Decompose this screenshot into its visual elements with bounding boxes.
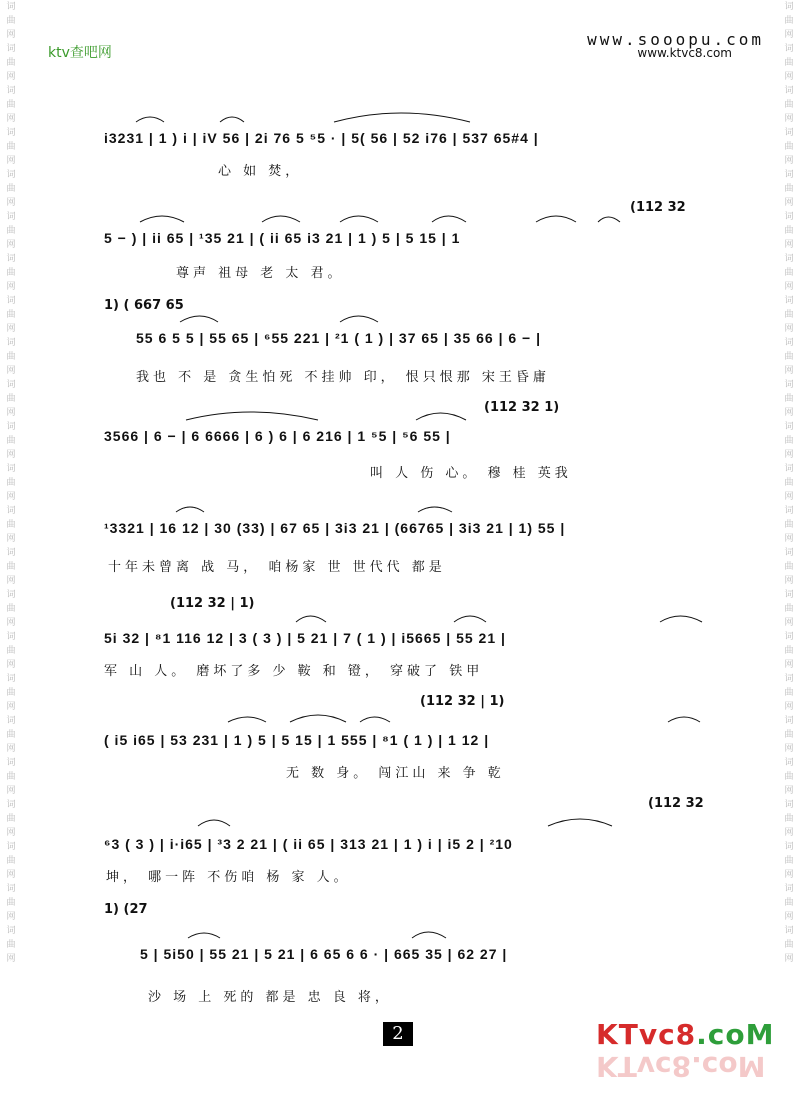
watermark-char: 曲 [784,16,794,26]
watermark-char: 词 [6,128,16,138]
watermark-char: 词 [6,716,16,726]
watermark-char: 网 [6,324,16,334]
watermark-char: 词 [6,632,16,642]
watermark-char: 曲 [6,520,16,530]
lyrics-row: 十年未曾离 战 马， 咱杨家 世 世代代 都是 [108,560,446,575]
watermark-char: 曲 [6,184,16,194]
watermark-char: 词 [784,674,794,684]
watermark-char: 网 [6,492,16,502]
watermark-char: 网 [784,30,794,40]
watermark-char: 曲 [6,436,16,446]
lyrics-row: 尊声 祖母 老 太 君。 [176,266,345,281]
site-url[interactable]: www.sooopu.com [587,30,764,49]
page-number: 2 [383,1022,413,1046]
notation-row: 5 | 5i50 | 55 21 | 5 21 | 6 65 6 6 · | 665 35 | 62 27 | [140,946,508,962]
watermark-char: 网 [6,240,16,250]
watermark-char: 网 [784,366,794,376]
watermark-char: 网 [6,954,16,964]
watermark-char: 词 [6,506,16,516]
watermark-char: 网 [784,618,794,628]
watermark-char: 网 [6,828,16,838]
watermark-char: 词 [784,296,794,306]
watermark-char: 网 [784,282,794,292]
watermark-char: 曲 [784,352,794,362]
watermark-char: 曲 [784,142,794,152]
watermark-char: 网 [6,282,16,292]
watermark-char: 网 [784,870,794,880]
watermark-char: 词 [6,422,16,432]
watermark-char: 曲 [784,394,794,404]
watermark-char: 词 [784,86,794,96]
watermark-char: 曲 [6,142,16,152]
watermark-char: 网 [784,786,794,796]
watermark-char: 网 [784,576,794,586]
line-pre-annotation: (112 32 | 1) [420,694,505,709]
line-pre-annotation: (112 32 1) [484,400,560,415]
watermark-char: 曲 [784,604,794,614]
notation-row: ⁶3 ( 3 ) | i·i65 | ³3 2 21 | ( ii 65 | 313 21 | 1 ) i | i5 2 | ²10 [104,836,513,852]
left-watermark-column [2,0,20,1110]
watermark-char: 词 [784,254,794,264]
watermark-char: 词 [784,380,794,390]
notation-row: 55 6 5 5 | 55 65 | ⁶55 221 | ²1 ( 1 ) | 37 65 | 35 66 | 6 − | [136,330,542,346]
watermark-char: 词 [784,506,794,516]
watermark-char: 曲 [6,478,16,488]
watermark-char: 曲 [6,814,16,824]
watermark-char: 曲 [6,646,16,656]
watermark-char: 网 [784,954,794,964]
watermark-char: 词 [6,800,16,810]
watermark-char: 曲 [784,562,794,572]
watermark-char: 曲 [784,268,794,278]
watermark-char: 曲 [784,772,794,782]
watermark-char: 曲 [784,646,794,656]
notation-row: 5i 32 | ⁸1 116 12 | 3 ( 3 ) | 5 21 | 7 ( 1 ) | i5665 | 55 21 | [104,630,506,646]
watermark-char: 词 [784,548,794,558]
watermark-char: 词 [6,86,16,96]
line-pre-annotation: 1) ( 667 65 [104,298,184,313]
line-pre-annotation: (112 32 | 1) [170,596,255,611]
watermark-char: 曲 [784,58,794,68]
watermark-char: 词 [6,44,16,54]
watermark-char: 词 [784,422,794,432]
watermark-char: 词 [6,464,16,474]
watermark-char: 网 [784,156,794,166]
watermark-char: 曲 [6,940,16,950]
watermark-char: 网 [6,870,16,880]
watermark-char: 词 [784,590,794,600]
notation-row: 5 − ) | ii 65 | ¹35 21 | ( ii 65 i3 21 | 1 ) 5 | 5 15 | 1 [104,230,461,246]
watermark-char: 曲 [6,730,16,740]
watermark-char: 曲 [6,352,16,362]
watermark-char: 曲 [784,226,794,236]
watermark-char: 网 [784,450,794,460]
watermark-char: 曲 [6,226,16,236]
watermark-char: 曲 [784,814,794,824]
watermark-char: 网 [6,534,16,544]
watermark-char: 网 [784,492,794,502]
watermark-char: 词 [6,254,16,264]
watermark-char: 网 [784,702,794,712]
watermark-char: 网 [784,408,794,418]
watermark-char: 曲 [784,184,794,194]
watermark-char: 词 [6,758,16,768]
lyrics-row: 无 数 身。 闯江山 来 争 乾 [286,766,505,781]
watermark-char: 网 [6,912,16,922]
watermark-char: 网 [6,618,16,628]
watermark-char: 曲 [6,58,16,68]
watermark-char: 曲 [6,16,16,26]
watermark-char: 曲 [784,856,794,866]
watermark-char: 词 [6,380,16,390]
line-pre-annotation: (112 32 [630,200,686,215]
watermark-char: 词 [6,674,16,684]
lyrics-row: 坤， 哪一阵 不伤咱 杨 家 人。 [106,870,351,885]
watermark-char: 网 [6,660,16,670]
watermark-char: 词 [6,170,16,180]
watermark-char: 词 [6,884,16,894]
watermark-char: 词 [784,2,794,12]
watermark-char: 网 [6,576,16,586]
watermark-char: 网 [784,912,794,922]
watermark-char: 曲 [784,520,794,530]
watermark-char: 网 [6,408,16,418]
watermark-char: 网 [784,198,794,208]
watermark-char: 词 [784,44,794,54]
lyrics-row: 我也 不 是 贪生怕死 不挂帅 印， 恨只恨那 宋王昏庸 [136,370,550,385]
watermark-char: 词 [784,716,794,726]
watermark-char: 网 [6,786,16,796]
watermark-char: 网 [6,156,16,166]
watermark-char: 词 [784,464,794,474]
watermark-char: 词 [6,212,16,222]
lyrics-row: 心 如 焚， [218,164,303,179]
lyrics-row: 沙 场 上 死的 都是 忠 良 将， [148,990,392,1005]
watermark-char: 曲 [784,310,794,320]
watermark-char: 曲 [6,310,16,320]
watermark-char: 网 [6,450,16,460]
watermark-char: 网 [784,660,794,670]
watermark-char: 网 [784,114,794,124]
watermark-char: 词 [6,548,16,558]
watermark-char: 曲 [784,436,794,446]
watermark-char: 曲 [784,940,794,950]
watermark-char: 词 [6,590,16,600]
watermark-char: 词 [6,2,16,12]
watermark-char: 词 [6,296,16,306]
watermark-char: 曲 [6,394,16,404]
watermark-char: 词 [6,926,16,936]
lyrics-row: 叫 人 伤 心。 穆 桂 英我 [370,466,572,481]
notation-row: 3566 | 6 − | 6 6666 | 6 ) 6 | 6 216 | 1 ⁵5 | ⁵6 55 | [104,428,451,444]
watermark-char: 网 [784,240,794,250]
site-brand[interactable]: ktv查吧网 [48,45,112,61]
watermark-char: 网 [784,324,794,334]
watermark-char: 网 [784,534,794,544]
watermark-char: 词 [784,800,794,810]
right-watermark-column [780,0,798,1110]
watermark-char: 词 [784,128,794,138]
watermark-char: 曲 [784,688,794,698]
notation-row: ¹3321 | 16 12 | 30 (33) | 67 65 | 3i3 21 | (66765 | 3i3 21 | 1) 55 | [104,520,566,536]
watermark-char: 词 [784,338,794,348]
site-url-secondary[interactable]: www.ktvc8.com [637,46,732,60]
notation-row: i3231 | 1 ) i | iV 56 | 2i 76 5 ⁵5 · | 5( 56 | 52 i76 | 537 65#4 | [104,130,539,146]
watermark-char: 曲 [6,898,16,908]
watermark-char: 词 [784,758,794,768]
watermark-char: 网 [6,198,16,208]
watermark-char: 曲 [6,688,16,698]
lyrics-row: 军 山 人。 磨坏了多 少 鞍 和 镫， 穿破了 铁甲 [104,664,484,679]
watermark-char: 曲 [784,478,794,488]
footer-logo[interactable]: KTvc8.coM [596,1018,775,1051]
watermark-char: 曲 [6,856,16,866]
notation-row: ( i5 i65 | 53 231 | 1 ) 5 | 5 15 | 1 555 | ⁸1 ( 1 ) | 1 12 | [104,732,490,748]
watermark-char: 词 [784,170,794,180]
watermark-char: 网 [784,744,794,754]
watermark-char: 曲 [784,898,794,908]
line-pre-annotation: 1) (27 [104,902,148,917]
watermark-char: 曲 [784,730,794,740]
watermark-char: 网 [784,828,794,838]
watermark-char: 词 [784,926,794,936]
watermark-char: 曲 [6,604,16,614]
watermark-char: 词 [784,884,794,894]
watermark-char: 网 [784,72,794,82]
watermark-char: 网 [6,366,16,376]
watermark-char: 词 [784,212,794,222]
watermark-char: 网 [6,114,16,124]
watermark-char: 网 [6,744,16,754]
watermark-char: 曲 [6,100,16,110]
watermark-char: 网 [6,30,16,40]
watermark-char: 曲 [6,562,16,572]
watermark-char: 网 [6,72,16,82]
watermark-char: 曲 [6,772,16,782]
watermark-char: 曲 [784,100,794,110]
watermark-char: 网 [6,702,16,712]
line-pre-annotation: (112 32 [648,796,704,811]
watermark-char: 曲 [6,268,16,278]
watermark-char: 词 [784,632,794,642]
watermark-char: 词 [6,338,16,348]
watermark-char: 词 [784,842,794,852]
watermark-char: 词 [6,842,16,852]
footer-logo-reflection: KTvc8.coM [596,1050,766,1083]
